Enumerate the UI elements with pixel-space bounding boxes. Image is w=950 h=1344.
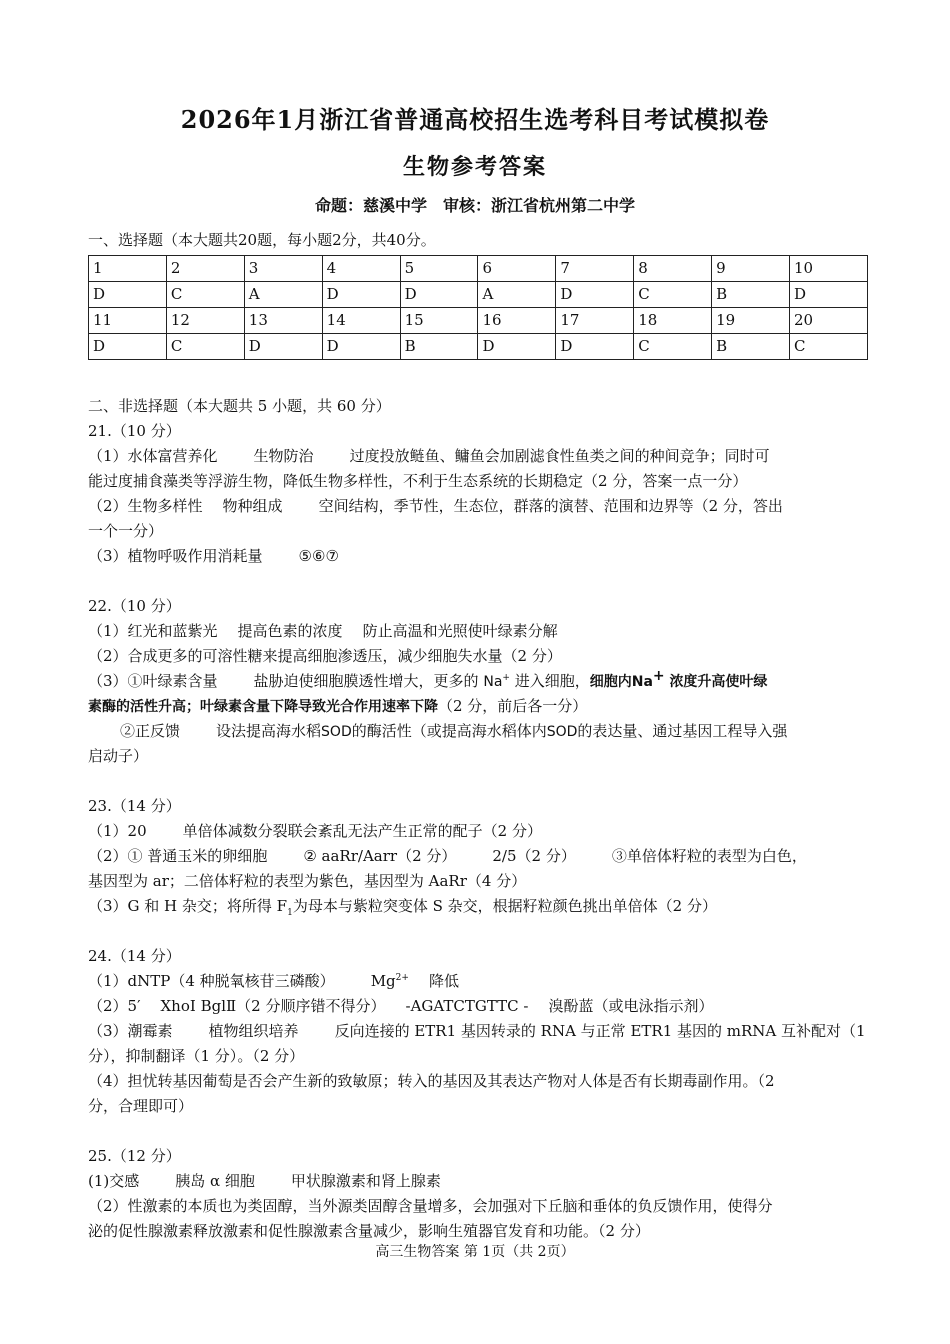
q23-p2-b: ② aaRr/Aarr（2 分） [303, 847, 457, 865]
q21-part1-cont: 能过度捕食藻类等浮游生物，降低生物多样性，不利于生态系统的长期稳定（2 分，答案一点一分） [88, 472, 748, 490]
table-cell: 6 [478, 256, 556, 282]
na-charge-bold: + [652, 668, 665, 684]
q25-part2-cont: 泌的促性腺激素释放激素和促性腺激素含量减少，影响生殖器官发育和功能。（2 分） [88, 1222, 650, 1240]
na-charge: + [502, 673, 510, 683]
q24-p2-d: 溴酚蓝（或电泳指示剂） [548, 997, 714, 1015]
table-cell: D [790, 282, 868, 308]
table-cell: 14 [322, 308, 400, 334]
table-cell: C [166, 334, 244, 360]
table-cell: B [712, 282, 790, 308]
sod-2: SOD [546, 724, 578, 740]
q21-part2-cont: 一个一分） [88, 522, 164, 540]
q23-part1 [88, 819, 864, 844]
table-cell: 19 [712, 308, 790, 334]
q25-part2: （2）性激素的本质也为类固醇，当外源类固醇含量增多，会加强对下丘脑和垂体的负反馈作用，使得分 [88, 1197, 773, 1215]
q21-p2-a: （2）生物多样性 [88, 497, 203, 515]
table-cell: 12 [166, 308, 244, 334]
q22-p3-bold1: 细胞内 [589, 674, 632, 690]
q24-p3-c: 反向连接的 ETR1 基因转录的 RNA 与正常 ETR1 基因的 mRNA 互补配对（1 [334, 1022, 866, 1040]
q21-p1-a: （1）水体富营养化 [88, 447, 218, 465]
table-cell: A [478, 282, 556, 308]
answer-content [88, 228, 864, 1244]
q22-p1-b: 提高色素的浓度 [237, 622, 343, 640]
table-cell: 11 [89, 308, 167, 334]
q23-part2-cont: 基因型为 ar；二倍体籽粒的表型为紫色，基因型为 AaRr（4 分） [88, 872, 527, 890]
q23-p2-d: ③单倍体籽粒的表型为白色， [611, 847, 807, 865]
table-cell: D [89, 334, 167, 360]
q24-p2-b: XhoI BglⅡ（2 分顺序错不得分） [160, 997, 386, 1015]
table-cell: B [400, 334, 478, 360]
table-cell: 1 [89, 256, 167, 282]
table-cell: D [556, 282, 634, 308]
q21-p3-b: ⑤⑥⑦ [298, 547, 339, 565]
table-cell: 5 [400, 256, 478, 282]
q24-part1 [88, 969, 864, 994]
q24-p1-a: （1）dNTP（4 种脱氧核苷三磷酸） [88, 972, 335, 990]
table-cell: 20 [790, 308, 868, 334]
sod-1: SOD [321, 724, 352, 740]
q24-p3-a: （3）潮霉素 [88, 1022, 173, 1040]
table-cell: 8 [634, 256, 712, 282]
q22-part4-cont: 启动子） [88, 747, 149, 765]
table-cell: 7 [556, 256, 634, 282]
q25-p1-c: 甲状腺激素和肾上腺素 [290, 1172, 441, 1190]
q22-p4-c: 的酶活性（或提高海水稻体内 [351, 722, 547, 740]
q21-p1-b: 生物防治 [253, 447, 314, 465]
q24-part3 [88, 1019, 864, 1044]
q22-p1-c: 防止高温和光照使叶绿素分解 [362, 622, 558, 640]
q22-p1-a: （1）红光和蓝紫光 [88, 622, 218, 640]
table-cell: 17 [556, 308, 634, 334]
table-row-answers [89, 334, 868, 360]
q23-p2-a: （2）① 普通玉米的卵细胞 [88, 847, 268, 865]
q21-p3-a: （3）植物呼吸作用消耗量 [88, 547, 263, 565]
q24-p1-c: 降低 [428, 972, 459, 990]
q24-part4: （4）担忧转基因葡萄是否会产生新的致敏原；转入的基因及其表达产物对人体是否有长期毒副作用。（2 [88, 1072, 775, 1090]
q23-p3-b: 为母本与紫粒突变体 S 杂交，根据籽粒颜色挑出单倍体（2 分） [292, 897, 717, 915]
q24-title: 24.（14 分） [88, 947, 181, 965]
q21-part2 [88, 494, 864, 519]
q25-part1 [88, 1169, 864, 1194]
mg-charge: 2+ [395, 973, 409, 983]
q23-part3 [88, 894, 864, 919]
q24-p1-b: Mg [370, 972, 396, 990]
table-cell: C [790, 334, 868, 360]
q22-part1 [88, 619, 864, 644]
q22-part3-cont [88, 694, 864, 719]
table-cell: D [556, 334, 634, 360]
q24-p3-b: 植物组织培养 [208, 1022, 299, 1040]
table-cell: A [244, 282, 322, 308]
table-cell: D [322, 334, 400, 360]
q23-p3-a: （3）G 和 H 杂交；将所得 F [88, 897, 288, 915]
q22-p3-b: 盐胁迫使细胞膜透性增大，更多的 [253, 672, 479, 690]
q22-p3-a: （3）①叶绿素含量 [88, 672, 218, 690]
table-cell: 4 [322, 256, 400, 282]
q23-p1-b: 单倍体减数分裂联会紊乱无法产生正常的配子（2 分） [182, 822, 542, 840]
page-title: 2026年1月浙江省普通高校招生选考科目考试模拟卷 [180, 105, 770, 134]
table-row-answers [89, 282, 868, 308]
table-cell: 3 [244, 256, 322, 282]
q24-part3-cont: 分），抑制翻译（1 分）。（2 分） [88, 1047, 305, 1065]
q25-p1-a: (1)交感 [88, 1172, 140, 1190]
table-cell: 10 [790, 256, 868, 282]
table-cell: D [244, 334, 322, 360]
q22-p4-b: 设法提高海水稻 [216, 722, 322, 740]
q21-p1-c: 过度投放鲢鱼、鳙鱼会加剧滤食性鱼类之间的种间竞争；同时可 [349, 447, 770, 465]
table-cell: C [166, 282, 244, 308]
table-cell: C [634, 282, 712, 308]
q25-p1-b: 胰岛 α 细胞 [175, 1172, 255, 1190]
q22-p4-d: 的表达量、通过基因工程导入强 [577, 722, 788, 740]
q22-p3-c: 进入细胞， [514, 672, 590, 690]
choice-answer-table [88, 255, 868, 360]
table-cell: 9 [712, 256, 790, 282]
q23-p1-a: （1）20 [88, 822, 147, 840]
table-cell: D [322, 282, 400, 308]
q22-p3-bold2: 浓度升高使叶绿 [669, 674, 768, 690]
q24-part2 [88, 994, 864, 1019]
q23-title: 23.（14 分） [88, 797, 181, 815]
table-cell: D [400, 282, 478, 308]
q23-p2-c: 2/5（2 分） [492, 847, 576, 865]
q24-p2-c: -AGATCTGTTC - [405, 997, 529, 1015]
q21-part1 [88, 444, 864, 469]
page-subtitle: 生物参考答案 [402, 154, 547, 180]
q21-part3 [88, 544, 864, 569]
q21-p2-b: 物种组成 [222, 497, 283, 515]
table-cell: B [712, 334, 790, 360]
table-cell: D [89, 282, 167, 308]
f1-subscript: 1 [287, 908, 293, 918]
table-cell: C [634, 334, 712, 360]
q25-title: 25.（12 分） [88, 1147, 181, 1165]
q24-part4-cont: 分，合理即可） [88, 1097, 194, 1115]
q22-p4-a: ②正反馈 [120, 722, 181, 740]
section1-heading: 一、选择题（本大题共20题，每小题2分，共40分。 [88, 231, 436, 249]
table-cell: 16 [478, 308, 556, 334]
q22-p3-d: （2 分，前后各一分） [438, 697, 588, 715]
na-ion-bold: Na [631, 674, 653, 690]
table-cell: D [478, 334, 556, 360]
q22-part4 [88, 719, 864, 744]
table-cell: 18 [634, 308, 712, 334]
section2-heading: 二、非选择题（本大题共 5 小题，共 60 分） [88, 397, 391, 415]
authors-line: 命题：慈溪中学 审核：浙江省杭州第二中学 [314, 196, 635, 215]
q22-part2: （2）合成更多的可溶性糖来提高细胞渗透压，减少细胞失水量（2 分） [88, 647, 562, 665]
table-row-question-numbers [89, 308, 868, 334]
table-row-question-numbers [89, 256, 868, 282]
q21-title: 21.（10 分） [88, 422, 181, 440]
q24-p2-a: （2）5′ [88, 997, 141, 1015]
q22-part3 [88, 669, 864, 694]
q23-part2 [88, 844, 864, 869]
na-ion: Na [483, 674, 503, 690]
q22-title: 22.（10 分） [88, 597, 181, 615]
q21-p2-c: 空间结构，季节性，生态位，群落的演替、范围和边界等（2 分，答出 [318, 497, 783, 515]
table-cell: 13 [244, 308, 322, 334]
table-cell: 2 [166, 256, 244, 282]
page-footer: 高三生物答案 第 1页（共 2页） [375, 1244, 575, 1260]
table-cell: 15 [400, 308, 478, 334]
q22-p3-bold3: 素酶的活性升高；叶绿素含量下降导致光合作用速率下降 [88, 699, 438, 715]
